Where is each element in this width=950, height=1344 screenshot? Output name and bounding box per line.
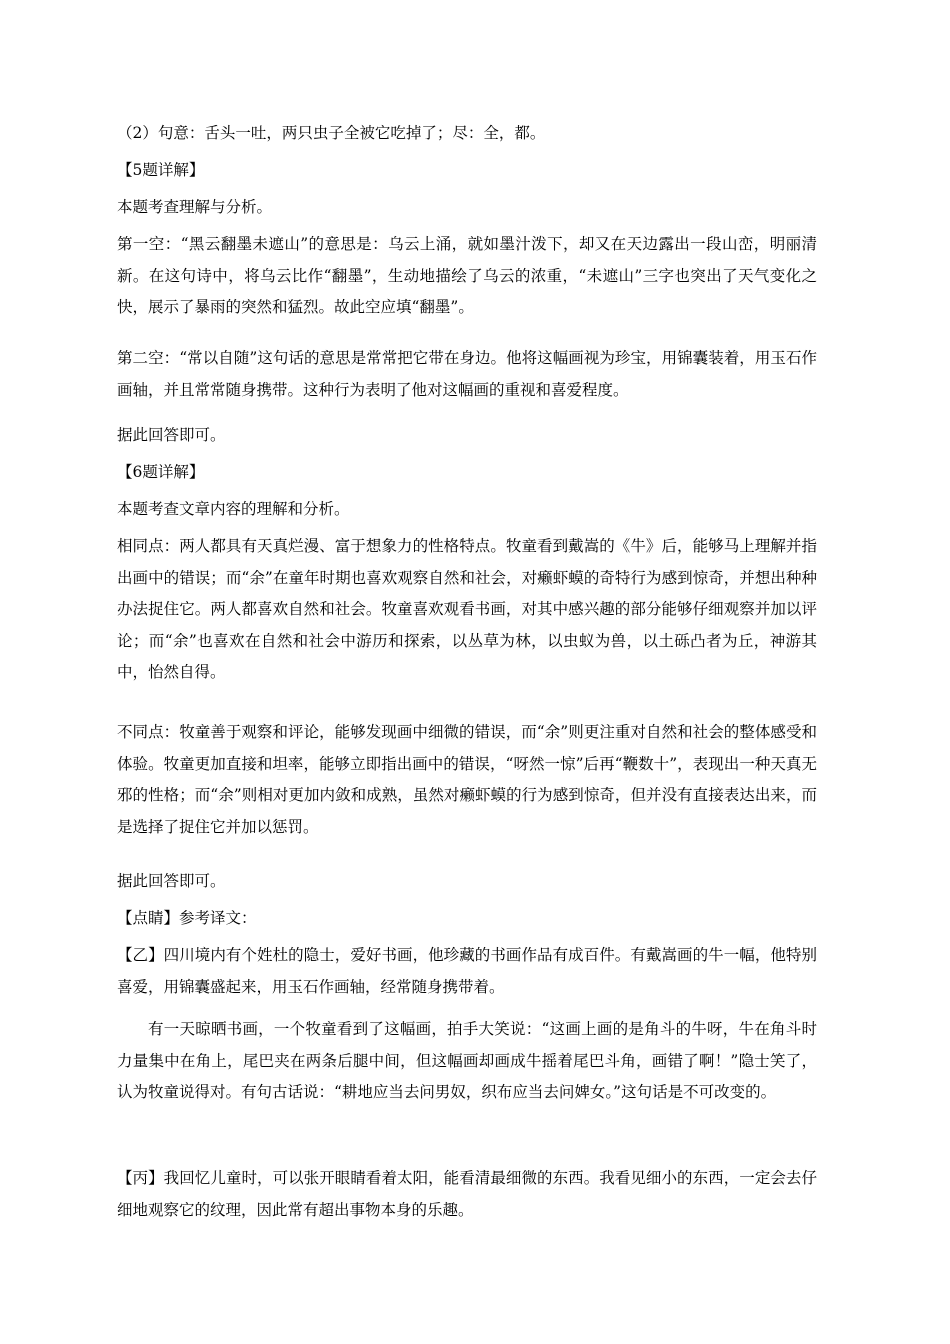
q5-conclusion: 据此回答即可。 [117,426,226,444]
q6-conclusion: 据此回答即可。 [117,872,226,890]
q6-intro: 本题考查文章内容的理解和分析。 [117,500,350,518]
q6-similarities: 相同点：两人都具有天真烂漫、富于想象力的性格特点。牧童看到戴嵩的《牛》后，能够马上理解并指出画中的错误；而“余”在童年时期也喜欢观察自然和社会，对癞虾蟆的奇特行为感到惊奇，并想出种种办法捉住它。两人都喜欢自然和社会。牧童喜欢观看书画，对其中感兴趣的部分能够仔细观察并加以评论；而“余”也喜欢在自然和社会中游历和探索，以丛草为林，以虫蚁为兽，以土砾凸者为丘，神游其中，怡然自得。 [117,537,817,681]
q5-blank-2: 第二空：“常以自随”这句话的意思是常常把它带在身边。他将这幅画视为珍宝，用锦囊装着，用玉石作画轴，并且常常随身携带。这种行为表明了他对这幅画的重视和喜爱程度。 [117,349,817,399]
translation-heading: 【点睛】参考译文： [117,909,257,927]
q5-intro: 本题考查理解与分析。 [117,198,273,216]
translation-yi-1: 【乙】四川境内有个姓杜的隐士，爱好书画，他珍藏的书画作品有成百件。有戴嵩画的牛一幅，他特别喜爱，用锦囊盛起来，用玉石作画轴，经常随身携带着。 [117,946,817,996]
section-heading-q5: 【5题详解】 [117,161,205,179]
section-heading-q6: 【6题详解】 [117,463,205,481]
answer-line-2: （2）句意：舌头一吐，两只虫子全被它吃掉了；尽：全，都。 [117,124,546,142]
translation-bing: 【丙】我回忆儿童时，可以张开眼睛看着太阳，能看清最细微的东西。我看见细小的东西，一定会去仔细地观察它的纹理，因此常有超出事物本身的乐趣。 [117,1169,817,1219]
q6-differences: 不同点：牧童善于观察和评论，能够发现画中细微的错误，而“余”则更注重对自然和社会的整体感受和体验。牧童更加直接和坦率，能够立即指出画中的错误，“呀然一惊”后再“鞭数十”，表现出一种天真无邪的性格；而“余”则相对更加内敛和成熟，虽然对癞虾蟆的行为感到惊奇，但并没有直接表达出来，而是选择了捉住它并加以惩罚。 [117,723,817,836]
q5-blank-1: 第一空：“黑云翻墨未遮山”的意思是：乌云上涌，就如墨汁泼下，却又在天边露出一段山峦，明丽清新。在这句诗中，将乌云比作“翻墨”，生动地描绘了乌云的浓重，“未遮山”三字也突出了天气变化之快，展示了暴雨的突然和猛烈。故此空应填“翻墨”。 [117,235,817,316]
translation-yi-2: 有一天晾晒书画，一个牧童看到了这幅画，拍手大笑说：“这画上画的是角斗的牛呀，牛在角斗时力量集中在角上，尾巴夹在两条后腿中间，但这幅画却画成牛摇着尾巴斗角，画错了啊！”隐士笑了，认为牧童说得对。有句古话说：“耕地应当去问男奴，织布应当去问婢女。”这句话是不可改变的。 [117,1020,817,1101]
